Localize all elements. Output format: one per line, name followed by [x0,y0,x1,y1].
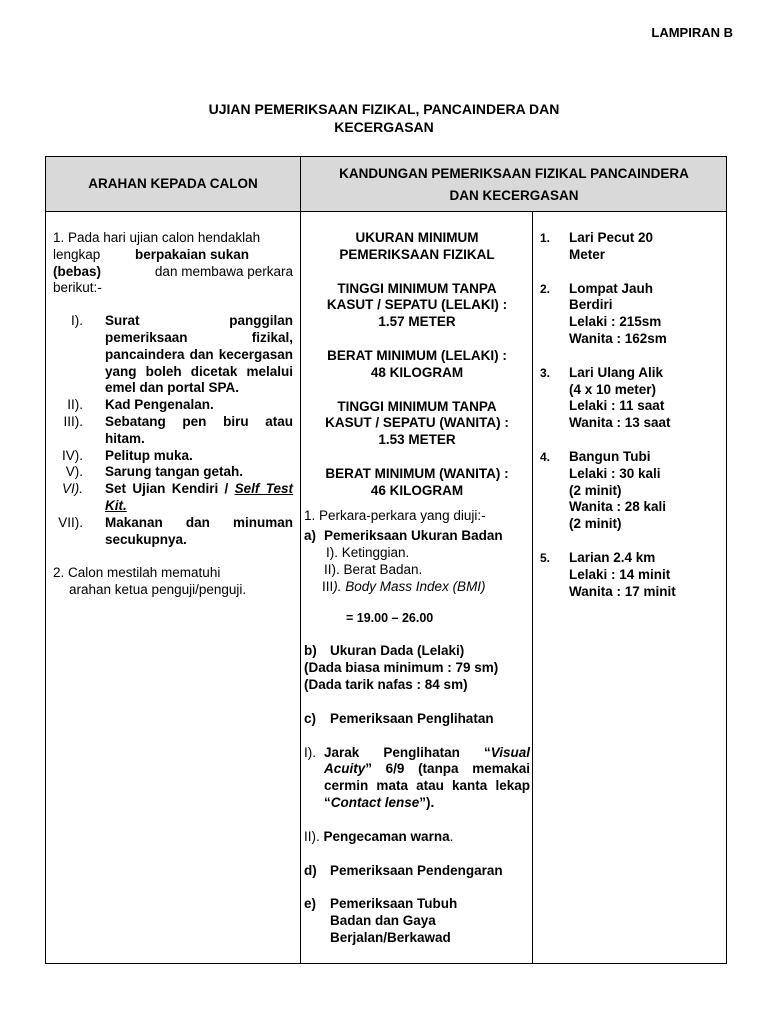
line: Lelaki : 30 kali [569,465,661,481]
p2-line-b: arahan ketua penguji/penguji. [69,582,247,598]
item-a-sub-iii [304,579,530,596]
line: Lari Ulang Alik [569,364,664,380]
height-male [304,281,530,331]
item-d [304,863,530,880]
column-divider-1 [300,157,301,963]
item-text: Sarung tangan getah. [105,464,244,480]
line: KASUT / SEPATU (WANITA) : [325,415,509,431]
line: BERAT MINIMUM (LELAKI) : [327,347,507,363]
item-b-line2: (Dada biasa minimum : 79 sm) [304,660,499,676]
line: Lelaki : 14 minit [569,566,671,582]
instruction-paragraph-1 [53,230,293,297]
item-number: II). [67,397,83,413]
fitness-column [540,230,724,600]
item-b-text: Ukuran Dada (Lelaki) [330,643,465,659]
p1-berpakaian [135,247,293,264]
item-b-line3: (Dada tarik nafas : 84 sm) [304,676,468,692]
list-item-1 [53,313,293,397]
item-text [105,481,293,515]
p1-line-c [53,264,293,281]
bmi-label: ). Body Mass Index (BMI) [333,578,486,594]
line: 1.53 METER [378,432,456,448]
line: Berdiri [569,297,613,313]
bmi-range: = 19.00 – 26.00 [346,610,434,625]
line: Lari Pecut 20 [569,230,654,245]
item-a-sub-i: I). Ketinggian. [326,545,410,561]
sub-num: II). [304,828,320,844]
fitness-item-4 [540,449,724,533]
line: Wanita : 17 minit [569,583,676,599]
visual-acuity-text [324,745,530,812]
list-item-5 [53,464,293,481]
line: BERAT MINIMUM (WANITA) : [325,465,509,481]
height-female [304,399,530,449]
item-e-text: Pemeriksaan Tubuh Badan dan Gaya Berjalan/Berkawad [330,896,458,945]
fitness-item-1 [540,230,724,264]
line: 48 KILOGRAM [370,364,464,380]
line: TINGGI MINIMUM TANPA [337,398,497,414]
line: (2 minit) [569,482,622,498]
heading-line2: PEMERIKSAAN FIZIKAL [339,246,495,262]
color-recognition: Pengecaman warna [323,828,450,844]
seg: Visual Acuity [324,744,530,777]
instruction-paragraph-2 [53,565,293,599]
line: Larian 2.4 km [569,549,656,565]
weight-male [304,348,530,382]
list-item-2 [53,397,293,414]
p1-lengkap: lengkap [53,246,101,262]
line: TINGGI MINIMUM TANPA [337,280,497,296]
item-letter: d) [304,862,317,878]
weight-female [304,466,530,500]
item-text: Pelitup muka. [105,447,193,463]
fitness-item-2 [540,281,724,348]
p1-line-b [53,247,293,264]
header-kandungan [302,163,726,207]
item-text: Kad Pengenalan. [105,397,214,413]
item-number: 2. [540,281,551,296]
physical-exam-column [304,230,530,947]
document-title-line1: UJIAN PEMERIKSAAN FIZIKAL, PANCAINDERA DAN [208,101,560,117]
line: Wanita : 28 kali [569,499,667,515]
item-number: I). [71,313,83,329]
item-text: Surat panggilan pemeriksaan fizikal, pancaindera dan kecergasan yang boleh dicetak melalui emel dan portal SPA. [105,313,293,396]
list-item-7 [53,515,293,549]
item-c-text: Pemeriksaan Penglihatan [330,710,494,726]
line: Lelaki : 215sm [569,314,662,330]
header-arahan: ARAHAN KEPADA CALON [88,176,258,191]
fitness-item-3 [540,365,724,432]
sub-num: I). [304,744,316,760]
item-letter: c) [304,710,317,726]
p1-membawa: dan membawa perkara [154,263,293,279]
item-number: V). [65,464,83,480]
item-number: 5. [540,550,551,565]
item-number: VII). [58,514,83,530]
item-number: 4. [540,449,551,464]
min-measure-heading [304,230,530,264]
self-test-kit-text: Self Test Kit. [105,481,293,513]
item-number: 3. [540,365,551,380]
list-item-3 [53,414,293,448]
table-header-row [46,157,726,212]
item-c-sub-ii [304,829,530,846]
seg: ”). [419,794,435,810]
heading-line1: UKURAN MINIMUM [355,230,479,245]
header-kandungan-line2: DAN KECERGASAN [449,188,579,203]
line: Lelaki : 11 saat [569,398,665,414]
item-b [304,643,530,660]
line: Bangun Tubi [569,448,651,464]
item-text: Sebatang pen biru atau hitam. [105,413,293,446]
line: (2 minit) [569,516,622,532]
item-text-a: Set Ujian Kendiri / [105,481,235,497]
document-title-line2: KECERGASAN [334,119,434,135]
item-number: IV). [61,447,83,463]
fitness-item-5 [540,550,724,600]
exam-table [45,156,727,964]
period: . [449,828,454,844]
seg: Contact lense [330,794,420,810]
line: KASUT / SEPATU (LELAKI) : [326,297,508,313]
header-kandungan-line1: KANDUNGAN PEMERIKSAAN FIZIKAL PANCAINDERA [339,166,689,181]
item-a [304,528,530,545]
line: 1.57 METER [378,314,456,330]
instruction-items [53,313,293,548]
line: Wanita : 162sm [569,330,667,346]
item-e [304,896,480,946]
item-c-sub-i [304,745,530,812]
list-item-6 [53,481,293,515]
line: (4 x 10 meter) [569,381,657,397]
seg: ” 6/9 (tanpa memakai cermin mata atau kanta lekap “ [324,761,530,810]
instructions-column [53,230,293,599]
item-text: Makanan dan minuman secukupnya. [105,514,293,547]
line: Meter [569,246,606,262]
sub-iii-num: III [322,578,334,594]
list-item-4 [53,448,293,465]
line: 46 KILOGRAM [370,482,464,498]
item-number: III). [63,413,83,429]
item-letter: a) [304,528,317,544]
tested-items-intro: 1. Perkara-perkara yang diuji:- [304,507,486,523]
item-c [304,711,530,728]
p1-berpakaian-text: berpakaian sukan [135,246,250,262]
p1-bebas: (bebas) [53,263,102,279]
p2-line-a: 2. Calon mestilah mematuhi [53,565,221,581]
line: Lompat Jauh [569,280,654,296]
line: Wanita : 13 saat [569,415,671,431]
item-letter: b) [304,643,317,659]
column-divider-2 [532,211,533,963]
appendix-label: LAMPIRAN B [651,25,733,40]
p1-line-a: 1. Pada hari ujian calon hendaklah [53,230,261,245]
p1-line-d: berikut:- [53,280,102,296]
seg: Jarak Penglihatan “ [324,744,491,760]
item-d-text: Pemeriksaan Pendengaran [330,862,503,878]
item-number: 1. [540,231,551,245]
item-number: VI). [61,481,83,497]
item-letter: e) [304,896,317,912]
item-a-sub-ii: II). Berat Badan. [324,561,423,577]
item-a-text: Pemeriksaan Ukuran Badan [324,528,503,544]
